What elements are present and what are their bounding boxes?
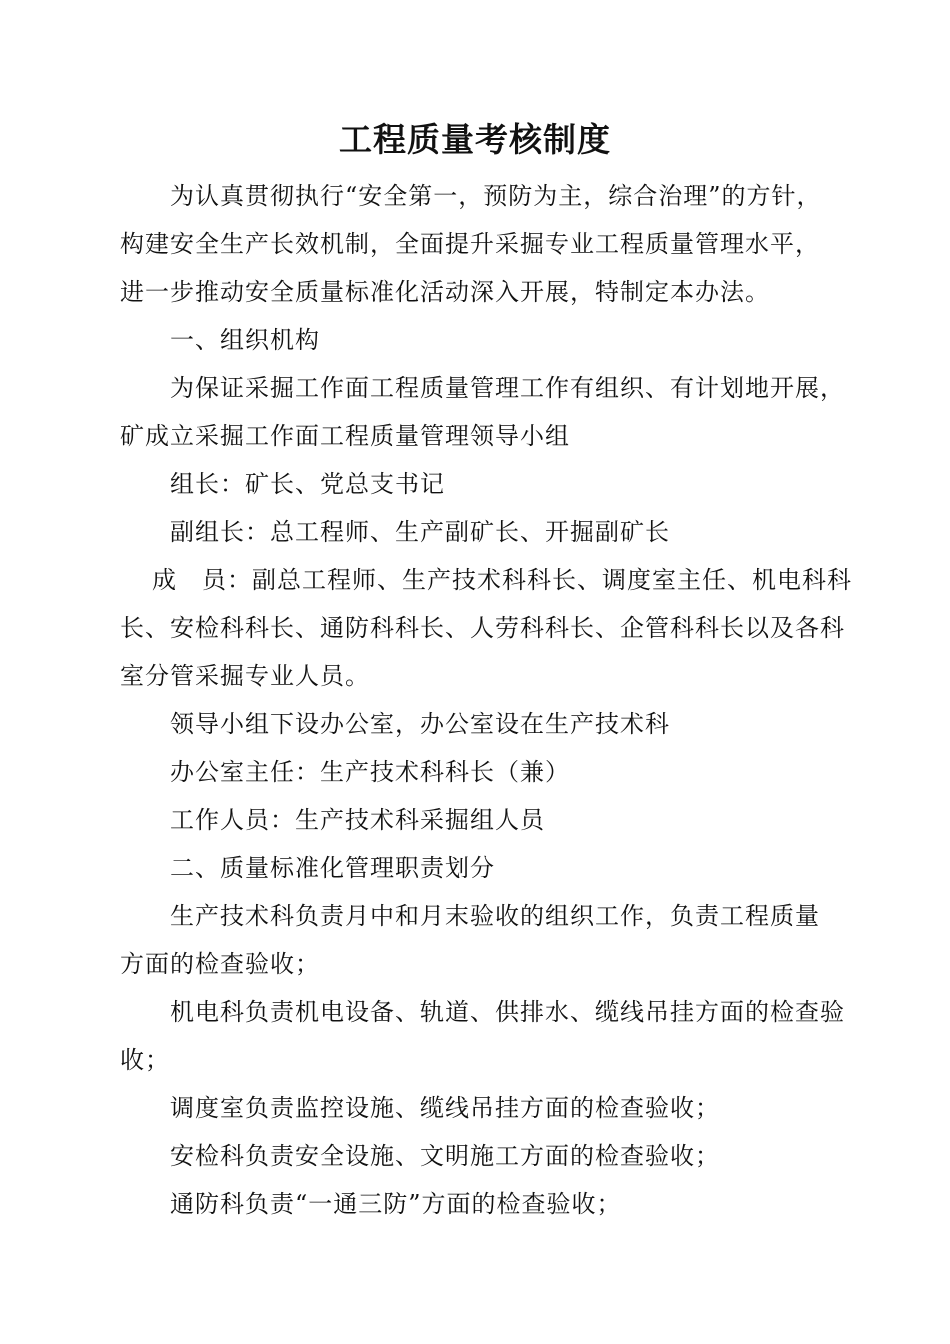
text-line: 进一步推动安全质量标准化活动深入开展，特制定本办法。 <box>120 278 770 306</box>
text-line: 领导小组下设办公室，办公室设在生产技术科 <box>170 710 670 738</box>
text-line: 方面的检查验收； <box>120 950 320 978</box>
section-heading: 二、质量标准化管理职责划分 <box>170 854 495 882</box>
text-line: 副组长：总工程师、生产副矿长、开掘副矿长 <box>170 518 670 546</box>
text-line: 成 员：副总工程师、生产技术科科长、调度室主任、机电科科 <box>152 566 852 594</box>
text-line: 为认真贯彻执行“安全第一，预防为主，综合治理”的方针， <box>170 182 822 210</box>
text-line: 组长：矿长、党总支书记 <box>170 470 445 498</box>
section-heading: 一、组织机构 <box>170 326 320 354</box>
text-line: 工作人员：生产技术科采掘组人员 <box>170 806 545 834</box>
text-line: 构建安全生产长效机制，全面提升采掘专业工程质量管理水平， <box>120 230 820 258</box>
text-line: 为保证采掘工作面工程质量管理工作有组织、有计划地开展， <box>170 374 845 402</box>
document-title: 工程质量考核制度 <box>339 120 611 159</box>
document-body <box>120 172 852 1228</box>
text-line: 收； <box>120 1046 170 1074</box>
text-line: 矿成立采掘工作面工程质量管理领导小组 <box>120 422 570 450</box>
text-line: 安检科负责安全设施、文明施工方面的检查验收； <box>170 1142 720 1170</box>
text-line: 长、安检科科长、通防科科长、人劳科科长、企管科科长以及各科 <box>120 614 845 642</box>
text-line: 通防科负责“一通三防”方面的检查验收； <box>170 1190 622 1218</box>
text-line: 机电科负责机电设备、轨道、供排水、缆线吊挂方面的检查验 <box>170 998 845 1026</box>
text-line: 室分管采掘专业人员。 <box>120 662 370 690</box>
text-line: 调度室负责监控设施、缆线吊挂方面的检查验收； <box>170 1094 720 1122</box>
text-line: 办公室主任：生产技术科科长（兼） <box>170 758 570 786</box>
text-line: 生产技术科负责月中和月末验收的组织工作，负责工程质量 <box>170 902 820 930</box>
